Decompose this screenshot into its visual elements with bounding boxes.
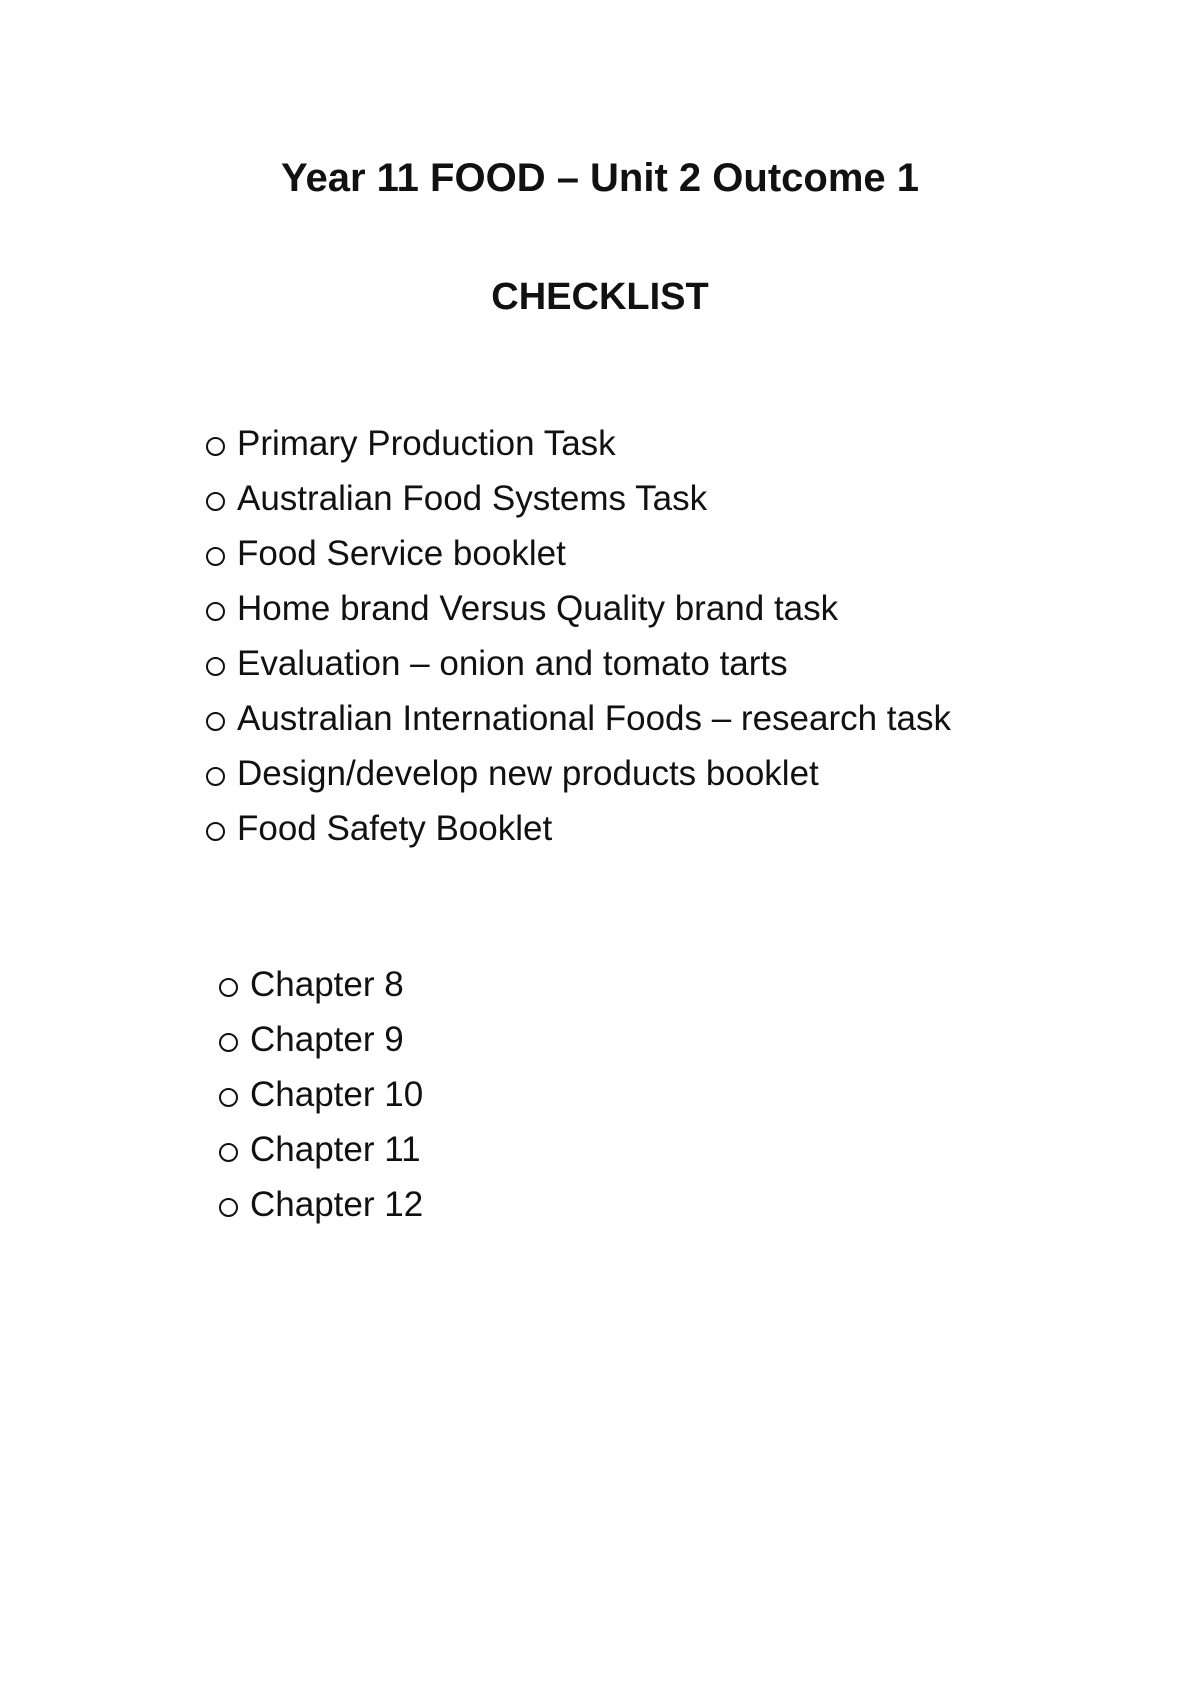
circle-bullet-icon: [206, 437, 225, 456]
circle-bullet-icon: [206, 822, 225, 841]
checklist-heading: CHECKLIST: [491, 276, 709, 318]
circle-bullet-icon: [206, 657, 225, 676]
chapter-item: [219, 1012, 423, 1067]
task-checklist: [206, 416, 951, 856]
chapter-item: [219, 1122, 423, 1177]
chapter-item: [219, 1177, 423, 1232]
circle-bullet-icon: [219, 1143, 238, 1162]
chapter-item-label: Chapter 8: [250, 964, 404, 1004]
checklist-item-label: Australian Food Systems Task: [237, 478, 708, 518]
checklist-item-label: Food Service booklet: [237, 533, 566, 573]
circle-bullet-icon: [206, 602, 225, 621]
checklist-item-label: Design/develop new products booklet: [237, 753, 819, 793]
checklist-item: [206, 581, 951, 636]
chapter-item-label: Chapter 10: [250, 1074, 424, 1114]
checklist-item: [206, 801, 951, 856]
chapter-checklist: [219, 957, 423, 1232]
circle-bullet-icon: [219, 1088, 238, 1107]
checklist-item: [206, 526, 951, 581]
chapter-item-label: Chapter 12: [250, 1184, 424, 1224]
checklist-item-label: Evaluation – onion and tomato tarts: [237, 643, 788, 683]
checklist-item: [206, 636, 951, 691]
checklist-item-label: Primary Production Task: [237, 423, 616, 463]
checklist-item: [206, 691, 951, 746]
chapter-item-label: Chapter 9: [250, 1019, 404, 1059]
checklist-item-label: Home brand Versus Quality brand task: [237, 588, 839, 628]
chapter-item: [219, 957, 423, 1012]
checklist-item: [206, 746, 951, 801]
circle-bullet-icon: [206, 767, 225, 786]
circle-bullet-icon: [219, 1198, 238, 1217]
chapter-item-label: Chapter 11: [250, 1129, 421, 1169]
page-title: Year 11 FOOD – Unit 2 Outcome 1: [280, 156, 919, 200]
checklist-item: [206, 416, 951, 471]
circle-bullet-icon: [206, 547, 225, 566]
checklist-item-label: Food Safety Booklet: [237, 808, 553, 848]
checklist-item-label: Australian International Foods – research task: [237, 698, 951, 738]
circle-bullet-icon: [219, 1033, 238, 1052]
checklist-item: [206, 471, 951, 526]
chapter-item: [219, 1067, 423, 1122]
circle-bullet-icon: [206, 492, 225, 511]
circle-bullet-icon: [219, 978, 238, 997]
circle-bullet-icon: [206, 712, 225, 731]
